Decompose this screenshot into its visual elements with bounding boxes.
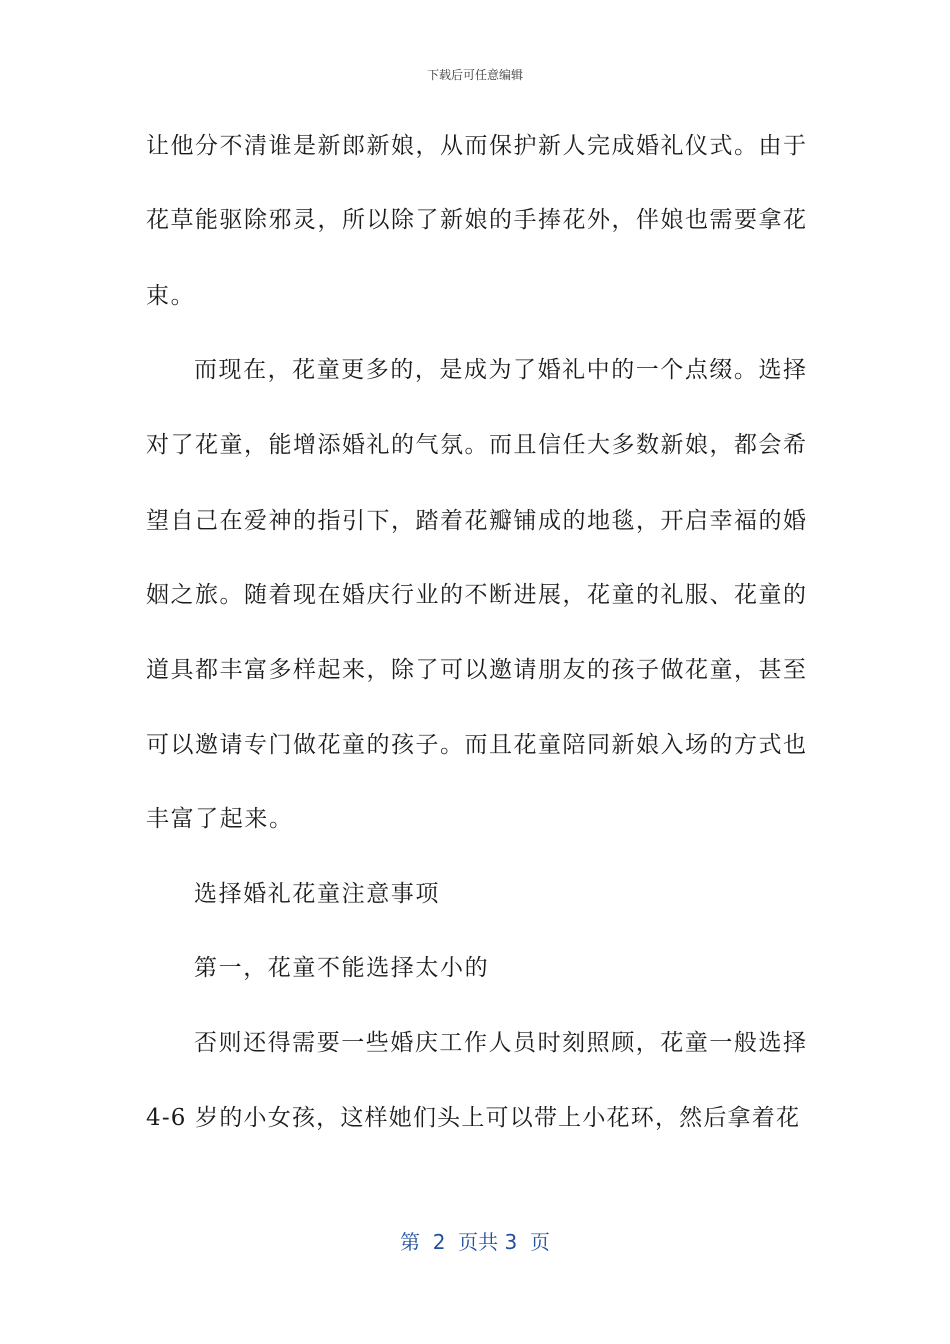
paragraph-line: 对了花童，能增添婚礼的气氛。而且信任大多数新娘，都会希: [146, 432, 806, 458]
page-header: 下载后可任意编辑: [426, 68, 523, 82]
subsection-heading: 第一，花童不能选择太小的: [194, 955, 490, 981]
paragraph-line: 否则还得需要一些婚庆工作人员时刻照顾，花童一般选择: [194, 1030, 806, 1056]
paragraph-line: 花草能驱除邪灵，所以除了新娘的手捧花外，伴娘也需要拿花: [146, 207, 806, 233]
paragraph-line: 而现在，花童更多的，是成为了婚礼中的一个点缀。选择: [194, 357, 806, 383]
page-number-footer: 第 2 页共 3 页: [400, 1230, 550, 1254]
paragraph-line: 姻之旅。随着现在婚庆行业的不断进展，花童的礼服、花童的: [146, 582, 806, 608]
paragraph-line: 可以邀请专门做花童的孩子。而且花童陪同新娘入场的方式也: [146, 732, 806, 758]
paragraph-line: 让他分不清谁是新郎新娘，从而保护新人完成婚礼仪式。由于: [146, 133, 806, 159]
paragraph-line: 望自己在爱神的指引下，踏着花瓣铺成的地毯，开启幸福的婚: [146, 508, 806, 534]
paragraph-line: 道具都丰富多样起来，除了可以邀请朋友的孩子做花童，甚至: [146, 657, 806, 683]
paragraph-line: 4-6 岁的小女孩，这样她们头上可以带上小花环，然后拿着花: [146, 1105, 801, 1131]
paragraph-line: 丰富了起来。: [146, 806, 294, 832]
paragraph-line: 束。: [146, 283, 196, 309]
section-heading: 选择婚礼花童注意事项: [194, 881, 440, 907]
